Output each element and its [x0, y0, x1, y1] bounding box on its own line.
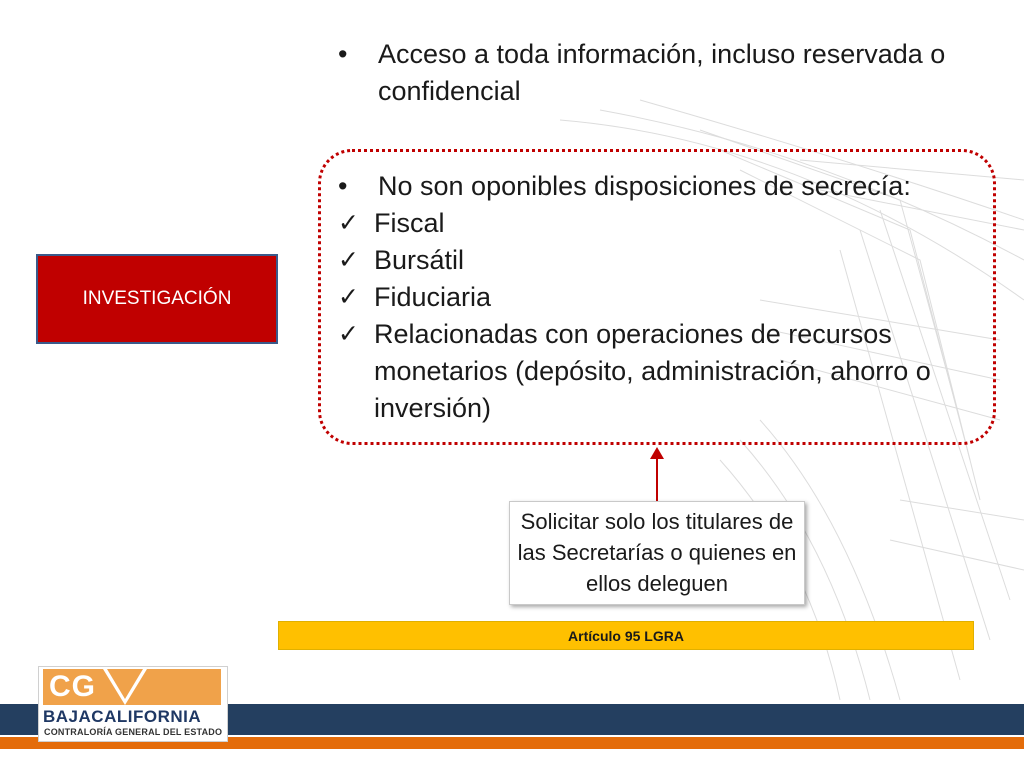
- bullet-access-info: [338, 36, 998, 110]
- logo-name: [43, 707, 201, 727]
- check-item-fiscal: [338, 205, 978, 242]
- secrecy-bullet-list: [338, 168, 978, 427]
- logo-subtitle: CONTRALORÍA GENERAL DEL ESTADO: [44, 727, 223, 737]
- logo-banner: [43, 669, 221, 705]
- check-item-text: Fiduciaria: [374, 282, 492, 312]
- investigation-label: INVESTIGACIÓN: [82, 288, 232, 309]
- checkmark-icon: ✓: [338, 320, 359, 348]
- top-bullet-list: [338, 36, 998, 110]
- check-item-text: Relacionadas con operaciones de recursos monetarios (depósito, administración, ahorro o inversión): [374, 319, 931, 423]
- bullet-marker: •: [338, 39, 348, 69]
- note-callout: [509, 501, 805, 605]
- article-reference: Artículo 95 LGRA: [568, 627, 684, 644]
- bullet-marker: •: [338, 171, 348, 201]
- check-item-fiduciaria: [338, 279, 978, 316]
- note-text: Solicitar solo los titulares de las Secretarías o quienes en ellos deleguen: [517, 509, 797, 596]
- checkmark-icon: ✓: [338, 283, 359, 311]
- article-reference-bar: [278, 621, 974, 650]
- secrecy-heading: No son oponibles disposiciones de secrecía:: [378, 171, 911, 201]
- investigation-box: [36, 254, 278, 344]
- logo-wedge-inner: [107, 669, 143, 699]
- check-item-bursatil: [338, 242, 978, 279]
- checkmark-icon: ✓: [338, 209, 359, 237]
- arrow-connector: [656, 456, 658, 502]
- contraloria-logo: [38, 666, 228, 742]
- bullet-text: Acceso a toda información, incluso reservada o confidencial: [378, 39, 946, 106]
- logo-name-california: CALIFORNIA: [91, 707, 202, 726]
- logo-name-baja: BAJA: [43, 707, 92, 726]
- bullet-secrecy-heading: [338, 168, 978, 205]
- logo-initials: CG: [49, 670, 96, 703]
- check-item-text: Fiscal: [374, 208, 445, 238]
- check-item-text: Bursátil: [374, 245, 465, 275]
- checkmark-icon: ✓: [338, 246, 359, 274]
- check-item-monetary-operations: [338, 316, 978, 427]
